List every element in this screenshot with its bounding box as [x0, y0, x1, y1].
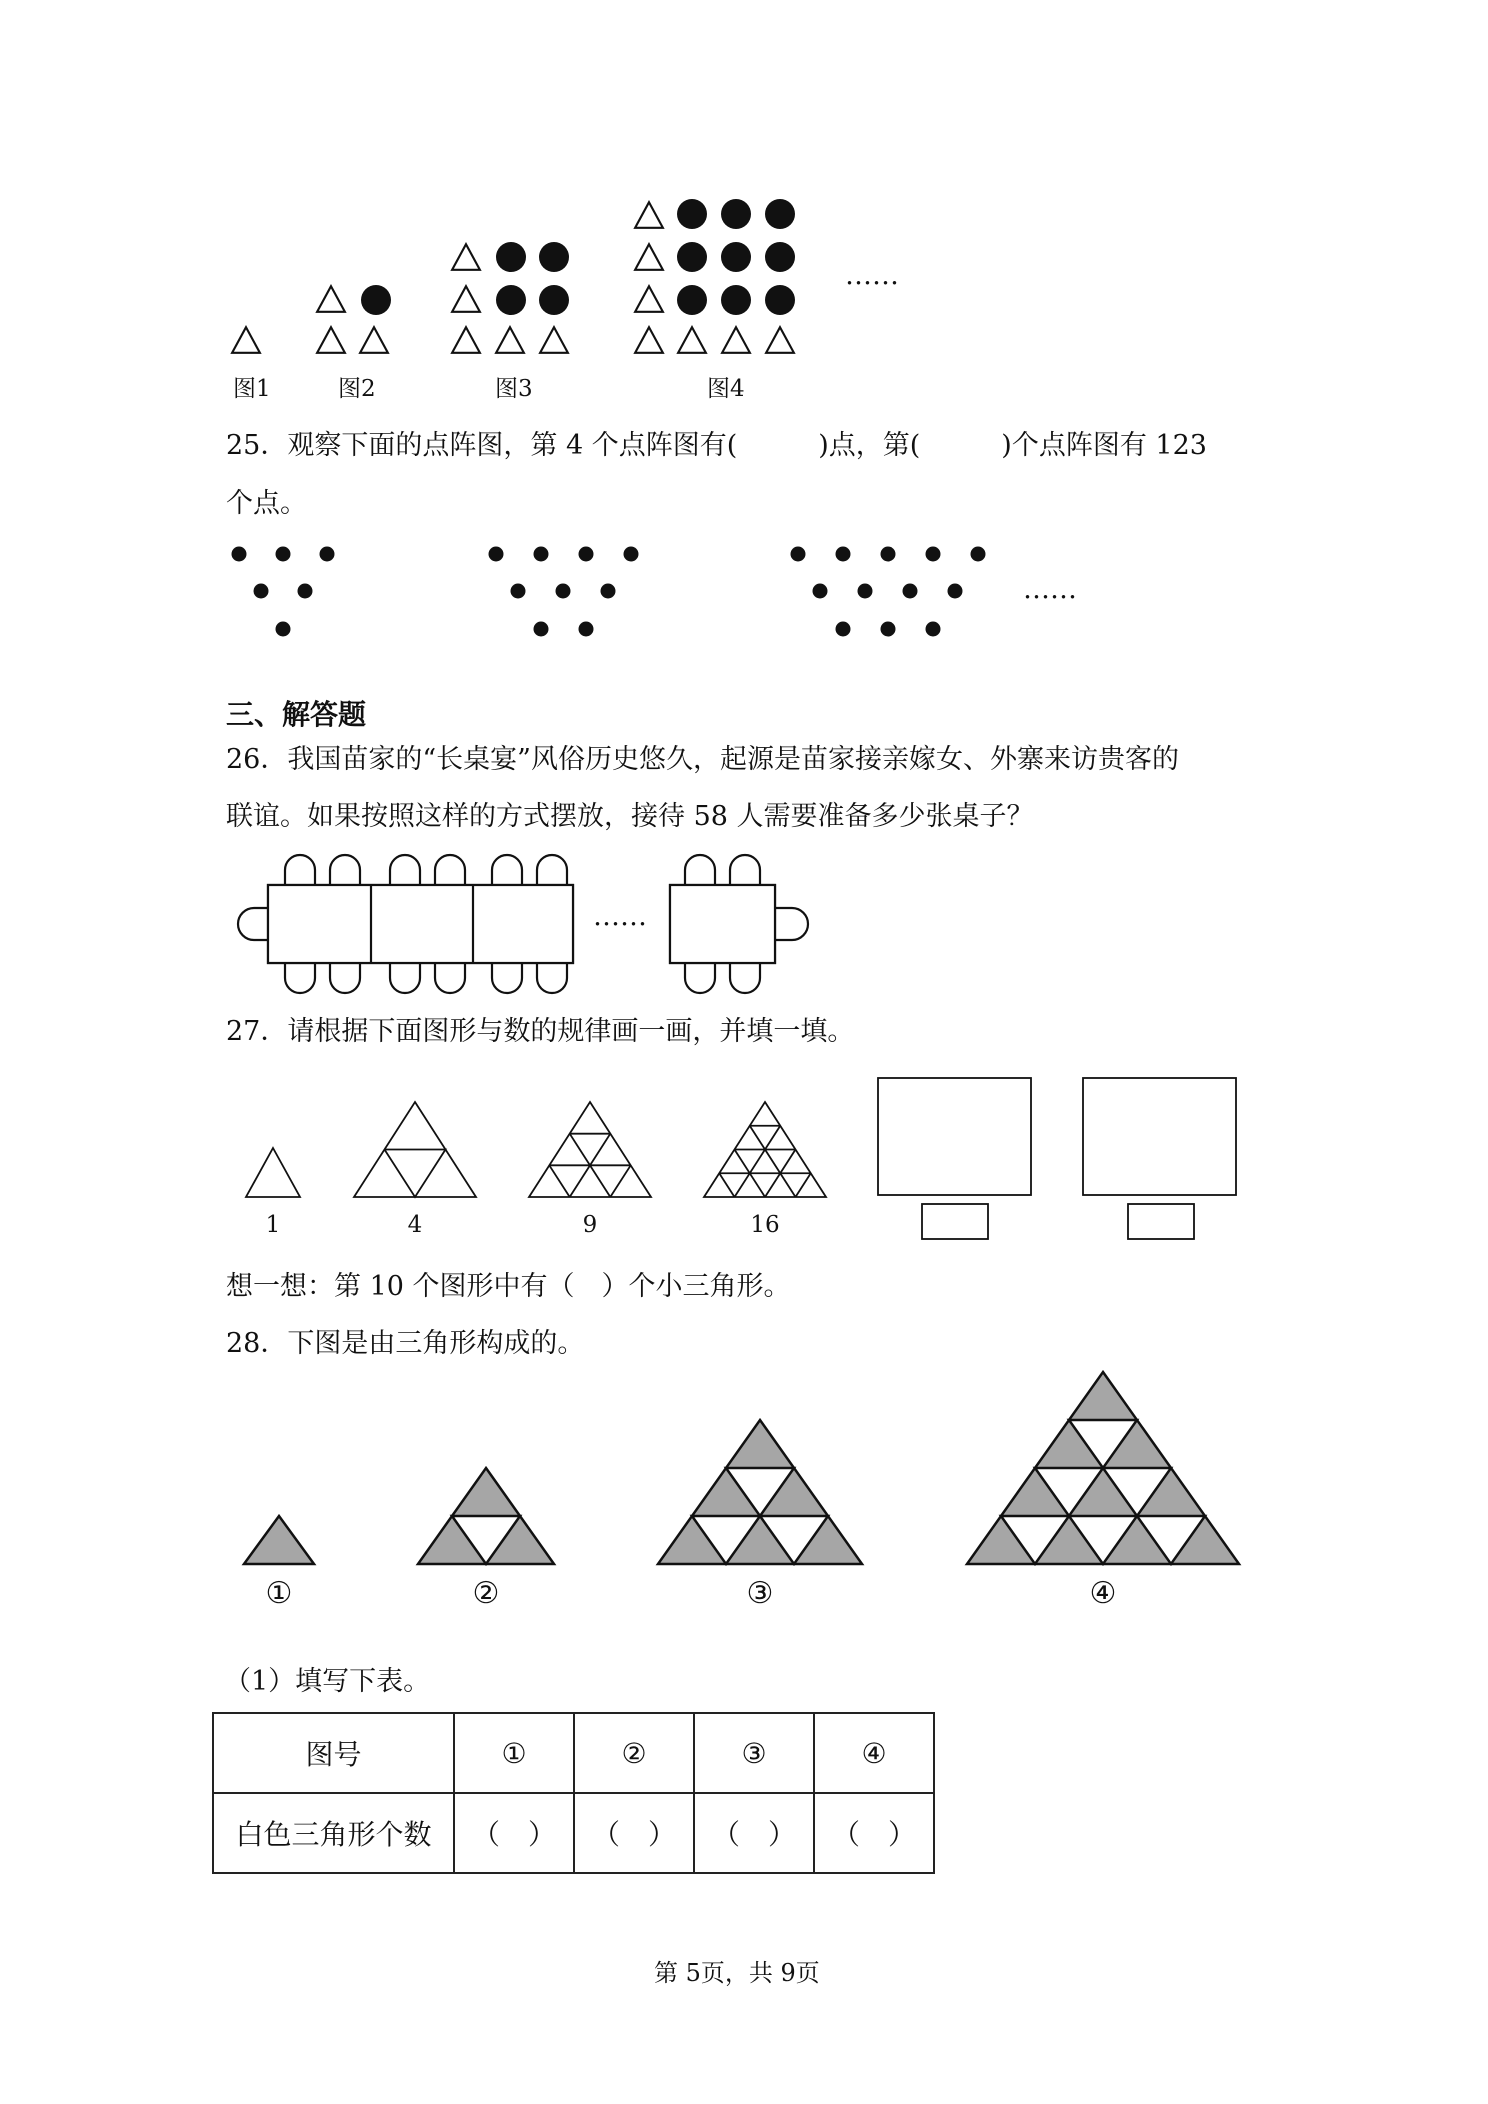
table-answer-cell-3[interactable]: （ ）	[694, 1793, 814, 1873]
table-row-label: 白色三角形个数	[213, 1793, 454, 1873]
q25-text-line2: 个点。	[226, 488, 307, 519]
q28-text: 28．下图是由三角形构成的。	[226, 1328, 585, 1359]
figure-label-2: 图2	[338, 376, 376, 402]
section-3-title: 三、解答题	[226, 698, 367, 731]
top-pattern-figures	[0, 0, 1488, 380]
table-answer-cell-2[interactable]: （ ）	[574, 1793, 694, 1873]
table-col-3: ③	[694, 1713, 814, 1793]
figure-3-pattern	[452, 242, 569, 353]
q28-figure-label-4: ④	[1089, 1576, 1117, 1611]
figure-label-4: 图4	[707, 376, 745, 402]
table-header-label: 图号	[213, 1713, 454, 1793]
top-pattern-ellipsis: ……	[845, 260, 899, 291]
table-col-2: ②	[574, 1713, 694, 1793]
q27-count-4: 4	[407, 1212, 423, 1238]
q28-figure-label-3: ③	[746, 1576, 774, 1611]
figure-1-triangles	[232, 327, 260, 353]
table-answer-cell-1[interactable]: （ ）	[454, 1793, 574, 1873]
figure-2-pattern	[317, 285, 391, 353]
figure-label-1: 图1	[233, 376, 271, 402]
q26-text-line1: 26．我国苗家的“长桌宴”风俗历史悠久，起源是苗家接亲嫁女、外寨来访贵客的	[226, 744, 1179, 775]
page-footer: 第 5页，共 9页	[654, 1959, 820, 1987]
table-answer-cell-4[interactable]: （ ）	[814, 1793, 934, 1873]
table-row	[213, 1713, 934, 1793]
q28-fill-table	[212, 1712, 935, 1874]
q27-count-1: 1	[265, 1212, 281, 1238]
q28-sub1: （1）填写下表。	[224, 1666, 431, 1697]
q26-text-line2: 联谊。如果按照这样的方式摆放，接待 58 人需要准备多少张桌子？	[226, 801, 1034, 832]
q27-count-16: 16	[750, 1212, 780, 1238]
figure-label-3: 图3	[495, 376, 533, 402]
table-row	[213, 1793, 934, 1873]
q27-count-9: 9	[582, 1212, 598, 1238]
q25-ellipsis: ……	[1023, 574, 1077, 605]
long-table-diagram	[0, 855, 1488, 995]
q27-text: 27．请根据下面图形与数的规律画一画，并填一填。	[226, 1016, 855, 1047]
q28-figure-label-1: ①	[265, 1576, 293, 1611]
q28-figure-label-2: ②	[472, 1576, 500, 1611]
q27-think: 想一想：第 10 个图形中有（ ）个小三角形。	[226, 1271, 791, 1302]
q25-text-line1: 25．观察下面的点阵图，第 4 个点阵图有( )点，第( )个点阵图有 123	[226, 430, 1207, 461]
table-col-4: ④	[814, 1713, 934, 1793]
figure-4-pattern	[635, 199, 795, 353]
q25-dot-arrays	[0, 530, 1488, 630]
table-col-1: ①	[454, 1713, 574, 1793]
q26-ellipsis: ……	[593, 901, 647, 932]
